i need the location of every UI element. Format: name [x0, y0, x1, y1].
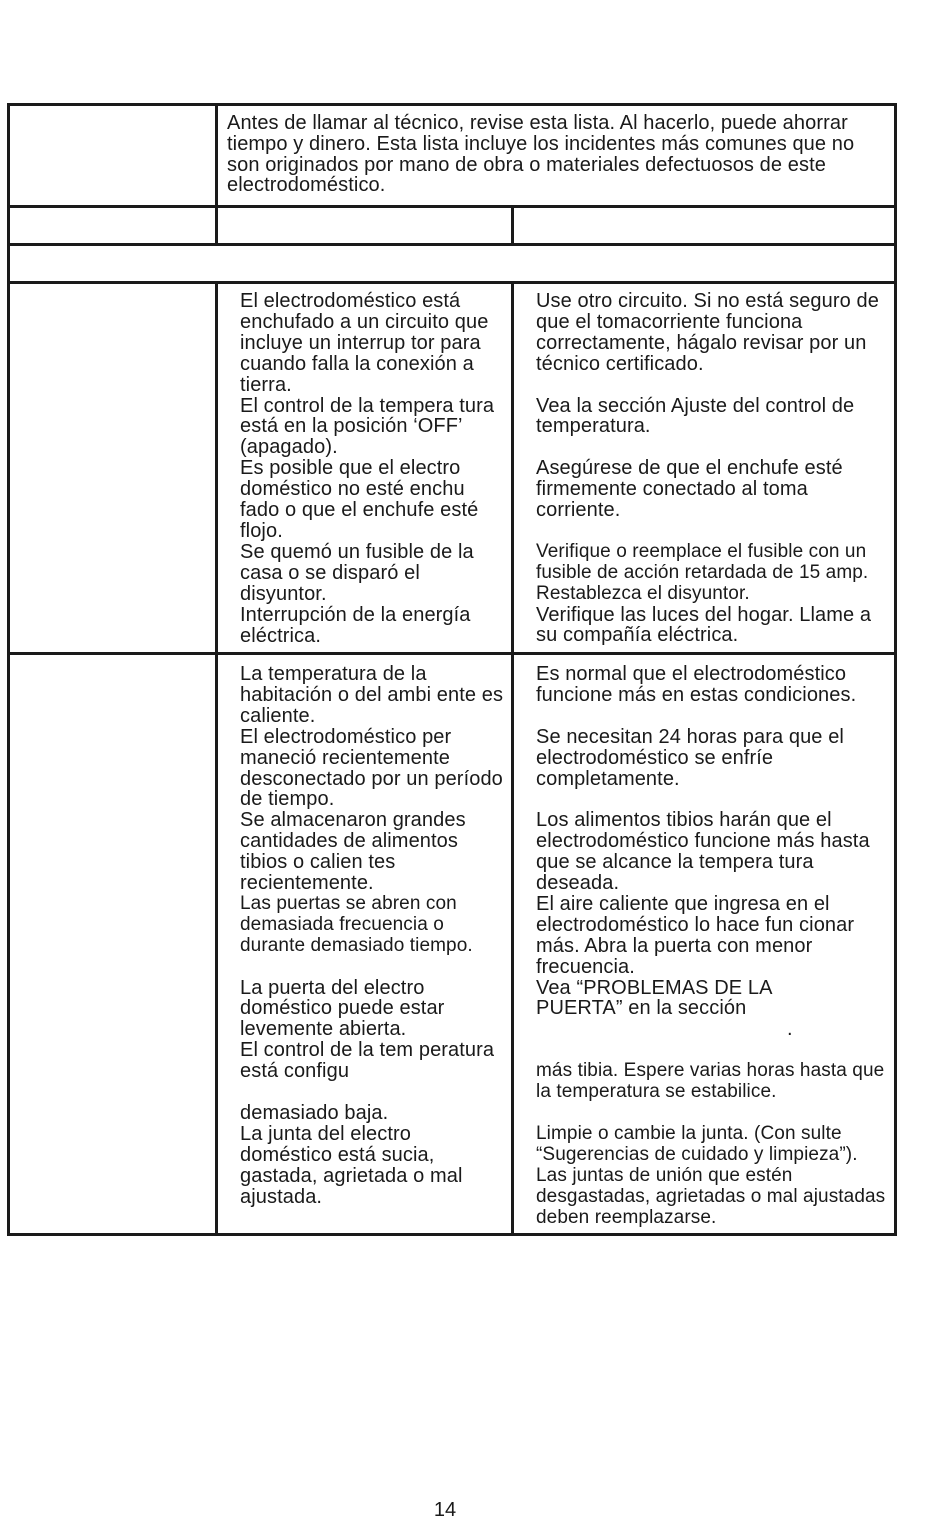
solution-text: Vea “PROBLEMAS DE LA PUERTA” en la sección	[536, 976, 772, 1020]
troubleshooting-table	[7, 103, 897, 1236]
page-number: 14	[433, 1499, 457, 1521]
solution-text: Vea la sección Ajuste del control de temperatura.	[536, 394, 855, 438]
solution-text: Asegúrese de que el enchufe esté firmemente conectado al toma corriente.	[536, 457, 843, 522]
table-border-bottom	[7, 1233, 897, 1236]
cause-text: Las puertas se abren con demasiada frecuencia o durante demasiado tiempo.	[240, 892, 473, 956]
section1-causes	[240, 291, 508, 646]
column-divider	[511, 281, 514, 1236]
cause-text: Interrupción de la energía eléctrica.	[240, 603, 471, 647]
cause-text: El control de la tem peratura está configu	[240, 1039, 495, 1083]
solution-text: Es normal que el electrodoméstico funcione más en estas condiciones.	[536, 663, 857, 706]
solution-text: Limpie o cambie la junta. (Con sulte “Sugerencias de cuidado y limpieza”). Las juntas de unión que estén desgastadas, agrietadas o mal ajustadas deben reemplazarse.	[536, 1122, 886, 1228]
table-rule	[7, 205, 897, 208]
column-divider	[215, 281, 218, 1236]
table-rule	[7, 243, 897, 246]
cause-text: demasiado baja.	[240, 1102, 389, 1124]
table-rule	[7, 281, 897, 284]
solution-text: El aire caliente que ingresa en el electrodoméstico lo hace fun cionar más. Abra la puerta con menor frecuencia.	[536, 892, 855, 978]
cause-text: La junta del electro doméstico está sucia, gastada, agrietada o mal ajustada.	[240, 1122, 463, 1208]
table-border-left	[7, 103, 10, 1236]
solution-text: .	[787, 1018, 793, 1041]
table-rule	[7, 652, 897, 655]
intro-text: Antes de llamar al técnico, revise esta lista. Al hacerlo, puede ahorrar tiempo y dinero. Esta lista incluye los incidentes más comunes que no son originados por mano de obra o materiales defectuosos de este electrodoméstico.	[227, 112, 855, 197]
solution-text: más tibia. Espere varias horas hasta que la temperatura se estabilice.	[536, 1060, 885, 1103]
solution-text: Use otro circuito. Si no está seguro de que el tomacorriente funciona correctamente, hágalo revisar por un técnico certificado.	[536, 290, 879, 375]
cause-text: La temperatura de la habitación o del ambi ente es caliente.	[240, 663, 504, 727]
table-border-right	[894, 103, 897, 1236]
section2-solutions	[536, 664, 890, 1228]
table-border-top	[7, 103, 897, 106]
cause-text: El electrodoméstico per maneció recientemente desconectado por un período de tiempo.	[240, 725, 503, 811]
solution-text: Verifique o reemplace el fusible con un fusible de acción retardada de 15 amp. Restablezca el disyuntor.	[536, 540, 869, 604]
solution-text: Se necesitan 24 horas para que el electrodoméstico se enfríe completamente.	[536, 725, 844, 790]
cause-text: La puerta del electro doméstico puede estar levemente abierta.	[240, 976, 445, 1041]
solution-text: Verifique las luces del hogar. Llame a su compañía eléctrica.	[536, 603, 872, 647]
cause-text: El control de la tempera tura está en la posición ‘OFF’ (apagado).	[240, 394, 495, 459]
section1-solutions	[536, 291, 888, 646]
cause-text: Es posible que el electro doméstico no esté enchu fado o que el enchufe esté flojo.	[240, 457, 479, 542]
column-divider	[215, 103, 218, 243]
cause-text: Se quemó un fusible de la casa o se disparó el disyuntor.	[240, 540, 474, 605]
solution-text: Los alimentos tibios harán que el electrodoméstico funcione más hasta que se alcance la tempera tura deseada.	[536, 809, 870, 895]
column-divider	[511, 205, 514, 243]
cause-text: El electrodoméstico está enchufado a un circuito que incluye un interrup tor para cuando falla la conexión a tierra.	[240, 290, 489, 396]
section2-causes	[240, 664, 508, 1208]
cause-text: Se almacenaron grandes cantidades de alimentos tibios o calien tes recientemente.	[240, 809, 466, 895]
